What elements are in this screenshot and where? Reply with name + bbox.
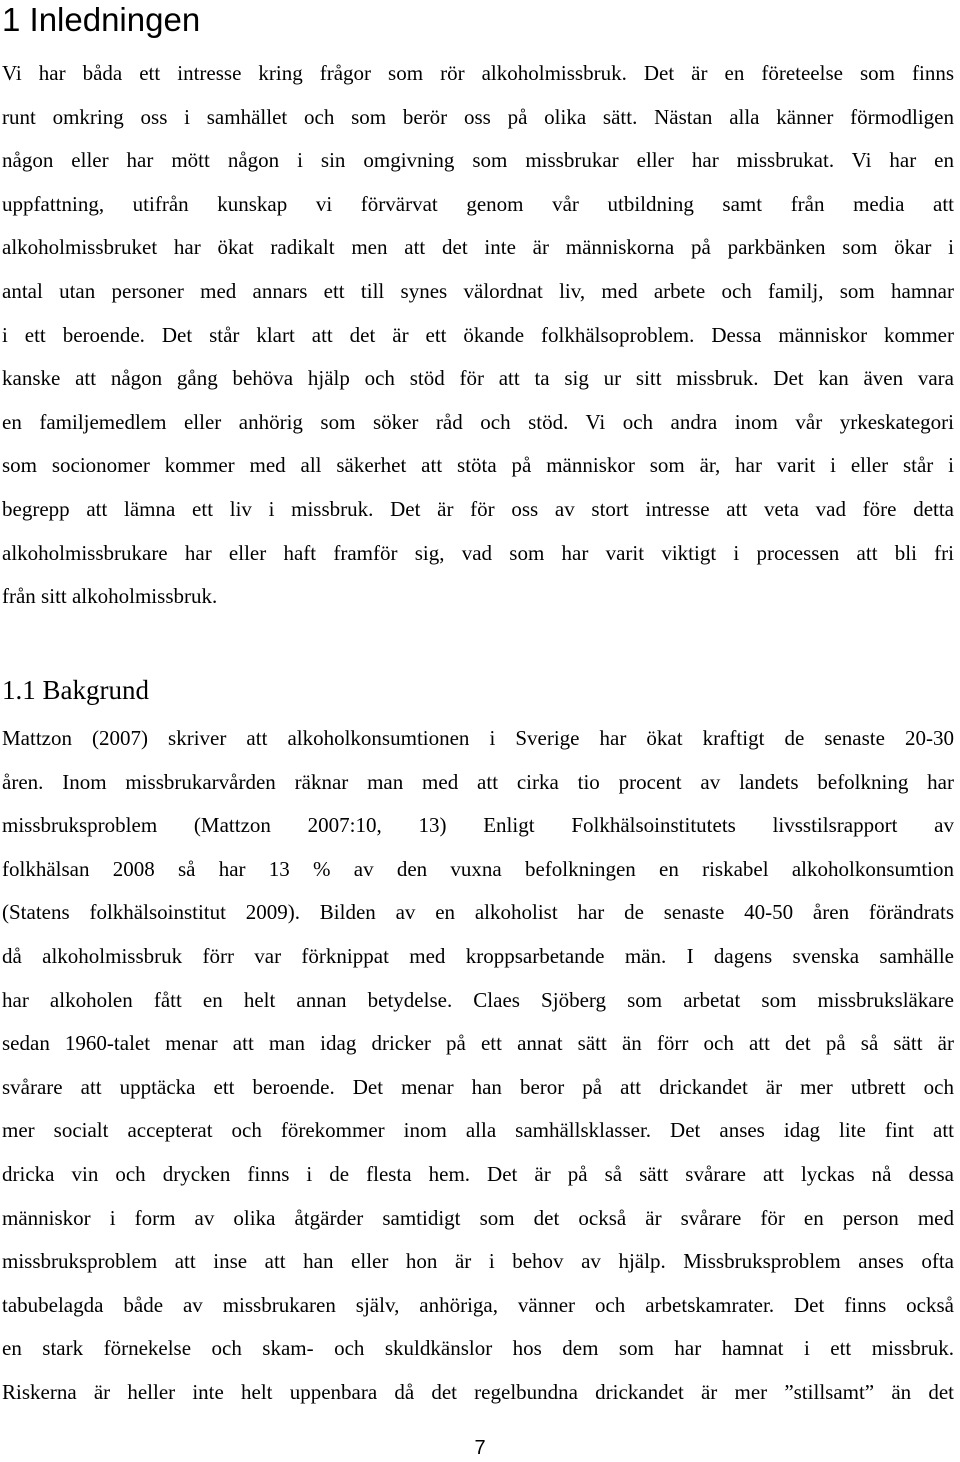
text-line: tabubelagda både av missbrukaren själv, anhöriga, vänner och arbetskamrater. Det finns också: [2, 1292, 954, 1317]
text-line: alkoholmissbruket har ökat radikalt men att det inte är människorna på parkbänken som ökar i: [2, 235, 954, 260]
text-line: missbruksproblem att inse att han eller hon är i behov av hjälp. Missbruksproblem anses ofta: [2, 1249, 954, 1274]
text-line: alkoholmissbrukare har eller haft framför sig, vad som har varit viktigt i processen att bli fri: [2, 540, 954, 565]
text-line: som socionomer kommer med all säkerhet att stöta på människor som är, har varit i eller står i: [2, 453, 954, 478]
text-line: uppfattning, utifrån kunskap vi förvärvat genom vår utbildning samt från media att: [2, 191, 954, 216]
background-paragraph: [2, 717, 954, 1415]
text-line: svårare att upptäcka ett beroende. Det menar han beror på att drickandet är mer utbrett och: [2, 1074, 954, 1099]
text-line: då alkoholmissbruk förr var förknippat med kroppsarbetande män. I dagens svenska samhälle: [2, 943, 954, 968]
text-line: sedan 1960-talet menar att man idag dricker på ett annat sätt än förr och att det på så sätt är: [2, 1031, 954, 1056]
text-line: antal utan personer med annars ett till synes välordnat liv, med arbete och familj, som hamnar: [2, 278, 954, 303]
text-line: dricka vin och drycken finns i de flesta hem. Det är på så sätt svårare att lyckas nå dessa: [2, 1161, 954, 1186]
page-number: 7: [474, 1437, 486, 1459]
text-line: i ett beroende. Det står klart att det är ett ökande folkhälsoproblem. Dessa människor kommer: [2, 322, 954, 347]
text-line: (Statens folkhälsoinstitut 2009). Bilden av en alkoholist har de senaste 40-50 åren förändrats: [2, 900, 954, 925]
text-line: Mattzon (2007) skriver att alkoholkonsumtionen i Sverige har ökat kraftigt de senaste 20-30: [2, 726, 954, 750]
text-line: folkhälsan 2008 så har 13 % av den vuxna befolkningen en riskabel alkoholkonsumtion: [2, 856, 954, 881]
text-line: har alkoholen fått en helt annan betydelse. Claes Sjöberg som arbetat som missbruksläkare: [2, 987, 954, 1012]
text-line: från sitt alkoholmissbruk.: [2, 584, 218, 609]
chapter-heading: 1 Inledningen: [2, 1, 201, 38]
text-line: begrepp att lämna ett liv i missbruk. Det är för oss av stort intresse att veta vad före detta: [2, 496, 954, 521]
section-heading: 1.1 Bakgrund: [2, 675, 149, 705]
text-line: åren. Inom missbrukarvården räknar man med att cirka tio procent av landets befolkning har: [2, 769, 954, 794]
text-line: runt omkring oss i samhället och som berör oss på olika sätt. Nästan alla känner förmodligen: [2, 104, 954, 129]
text-line: missbruksproblem (Mattzon 2007:10, 13) Enligt Folkhälsoinstitutets livsstilsrapport av: [2, 813, 954, 838]
text-line: någon eller har mött någon i sin omgivning som missbrukar eller har missbrukat. Vi har en: [2, 148, 954, 173]
text-line: mer socialt accepterat och förekommer inom alla samhällsklasser. Det anses idag lite fint att: [2, 1118, 954, 1143]
text-line: kanske att någon gång behöva hjälp och stöd för att ta sig ur sitt missbruk. Det kan även vara: [2, 366, 954, 391]
text-line: en stark förnekelse och skam- och skuldkänslor hos dem som har hamnat i ett missbruk.: [2, 1336, 954, 1361]
text-line: Vi har båda ett intresse kring frågor som rör alkoholmissbruk. Det är en företeelse som finns: [2, 61, 954, 85]
text-line: människor i form av olika åtgärder samtidigt som det också är svårare för en person med: [2, 1205, 954, 1230]
text-line: en familjemedlem eller anhörig som söker råd och stöd. Vi och andra inom vår yrkeskategori: [2, 409, 954, 434]
text-line: Riskerna är heller inte helt uppenbara då det regelbundna drickandet är mer ”stillsamt” än det: [2, 1379, 954, 1404]
intro-paragraph: [2, 52, 954, 619]
